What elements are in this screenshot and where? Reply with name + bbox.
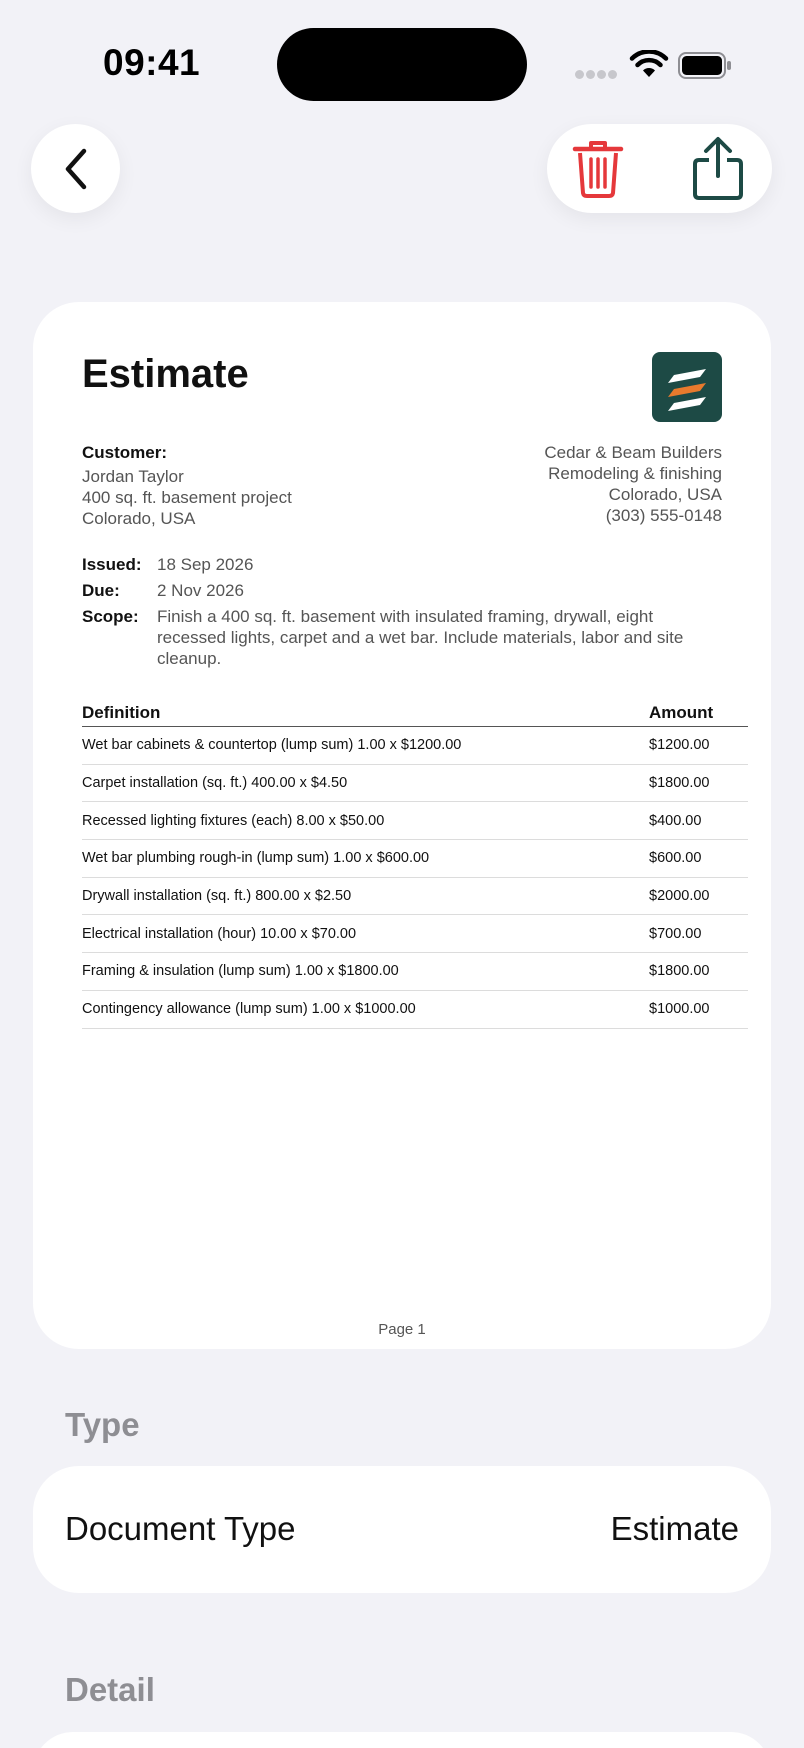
chevron-left-icon xyxy=(60,147,92,191)
row-definition: Recessed lighting fixtures (each) 8.00 x $50.00 xyxy=(82,812,385,829)
table-row xyxy=(82,878,748,916)
due-value: 2 Nov 2026 xyxy=(157,581,244,600)
action-pill xyxy=(547,124,772,213)
issued-label: Issued: xyxy=(82,555,142,574)
row-amount: $1800.00 xyxy=(649,775,710,792)
scope-value: Finish a 400 sq. ft. basement with insulated framing, drywall, eight recessed lights, carpet and a wet bar. Include materials, labor and site cleanup. xyxy=(157,607,684,668)
row-definition: Wet bar cabinets & countertop (lump sum) 1.00 x $1200.00 xyxy=(82,737,462,754)
row-definition: Framing & insulation (lump sum) 1.00 x $1800.00 xyxy=(82,963,399,980)
document-type-label: Document Type xyxy=(65,1510,296,1547)
column-header-amount: Amount xyxy=(649,703,714,722)
customer-location: Colorado, USA xyxy=(82,509,196,528)
cellular-signal-icon xyxy=(575,70,617,80)
due-label: Due: xyxy=(82,581,120,600)
page-number: Page 1 xyxy=(378,1321,426,1338)
row-definition: Contingency allowance (lump sum) 1.00 x $1000.00 xyxy=(82,1001,416,1018)
company-phone: (303) 555-0148 xyxy=(605,506,722,525)
table-row xyxy=(82,802,748,840)
row-amount: $2000.00 xyxy=(649,888,710,905)
table-row xyxy=(82,991,748,1029)
wifi-icon xyxy=(629,50,669,80)
document-type-value: Estimate xyxy=(610,1510,739,1547)
table-row xyxy=(82,915,748,953)
delete-button[interactable] xyxy=(569,138,627,200)
row-definition: Carpet installation (sq. ft.) 400.00 x $4.50 xyxy=(82,775,348,792)
company-tagline: Remodeling & finishing xyxy=(548,464,722,483)
company-location: Colorado, USA xyxy=(608,485,722,504)
row-amount: $600.00 xyxy=(649,850,702,867)
company-block xyxy=(392,442,722,526)
issued-value: 18 Sep 2026 xyxy=(157,555,254,574)
type-section-heading: Type xyxy=(65,1406,140,1443)
share-icon xyxy=(691,136,745,202)
row-amount: $1800.00 xyxy=(649,963,710,980)
scope-row xyxy=(82,606,722,669)
battery-icon xyxy=(678,52,732,79)
document-preview-card[interactable] xyxy=(33,302,771,1349)
row-definition: Drywall installation (sq. ft.) 800.00 x $2.50 xyxy=(82,888,352,905)
customer-block xyxy=(82,442,422,529)
back-button[interactable] xyxy=(31,124,120,213)
company-name: Cedar & Beam Builders xyxy=(544,443,722,462)
row-amount: $1000.00 xyxy=(649,1001,710,1018)
customer-label: Customer: xyxy=(82,443,168,462)
row-definition: Electrical installation (hour) 10.00 x $70.00 xyxy=(82,925,357,942)
document-title: Estimate xyxy=(82,352,249,396)
table-row xyxy=(82,765,748,803)
trash-icon xyxy=(572,139,624,199)
customer-name: Jordan Taylor xyxy=(82,467,184,486)
row-amount: $1200.00 xyxy=(649,737,710,754)
share-button[interactable] xyxy=(687,134,749,204)
customer-project: 400 sq. ft. basement project xyxy=(82,488,292,507)
status-time: 09:41 xyxy=(103,42,201,83)
row-amount: $700.00 xyxy=(649,925,702,942)
table-row xyxy=(82,953,748,991)
scope-label: Scope: xyxy=(82,607,139,626)
issued-row xyxy=(82,554,722,575)
table-row xyxy=(82,727,748,765)
document-type-row[interactable] xyxy=(33,1466,771,1593)
line-items-table xyxy=(82,702,748,1029)
detail-section-heading: Detail xyxy=(65,1671,155,1708)
row-amount: $400.00 xyxy=(649,812,702,829)
table-header xyxy=(82,702,748,727)
dynamic-island xyxy=(277,28,527,101)
document-meta xyxy=(82,554,722,674)
company-logo-icon xyxy=(652,352,722,422)
due-row xyxy=(82,580,722,601)
row-definition: Wet bar plumbing rough-in (lump sum) 1.00 x $600.00 xyxy=(82,850,430,867)
table-row xyxy=(82,840,748,878)
column-header-definition: Definition xyxy=(82,703,161,722)
detail-card[interactable] xyxy=(33,1732,771,1748)
